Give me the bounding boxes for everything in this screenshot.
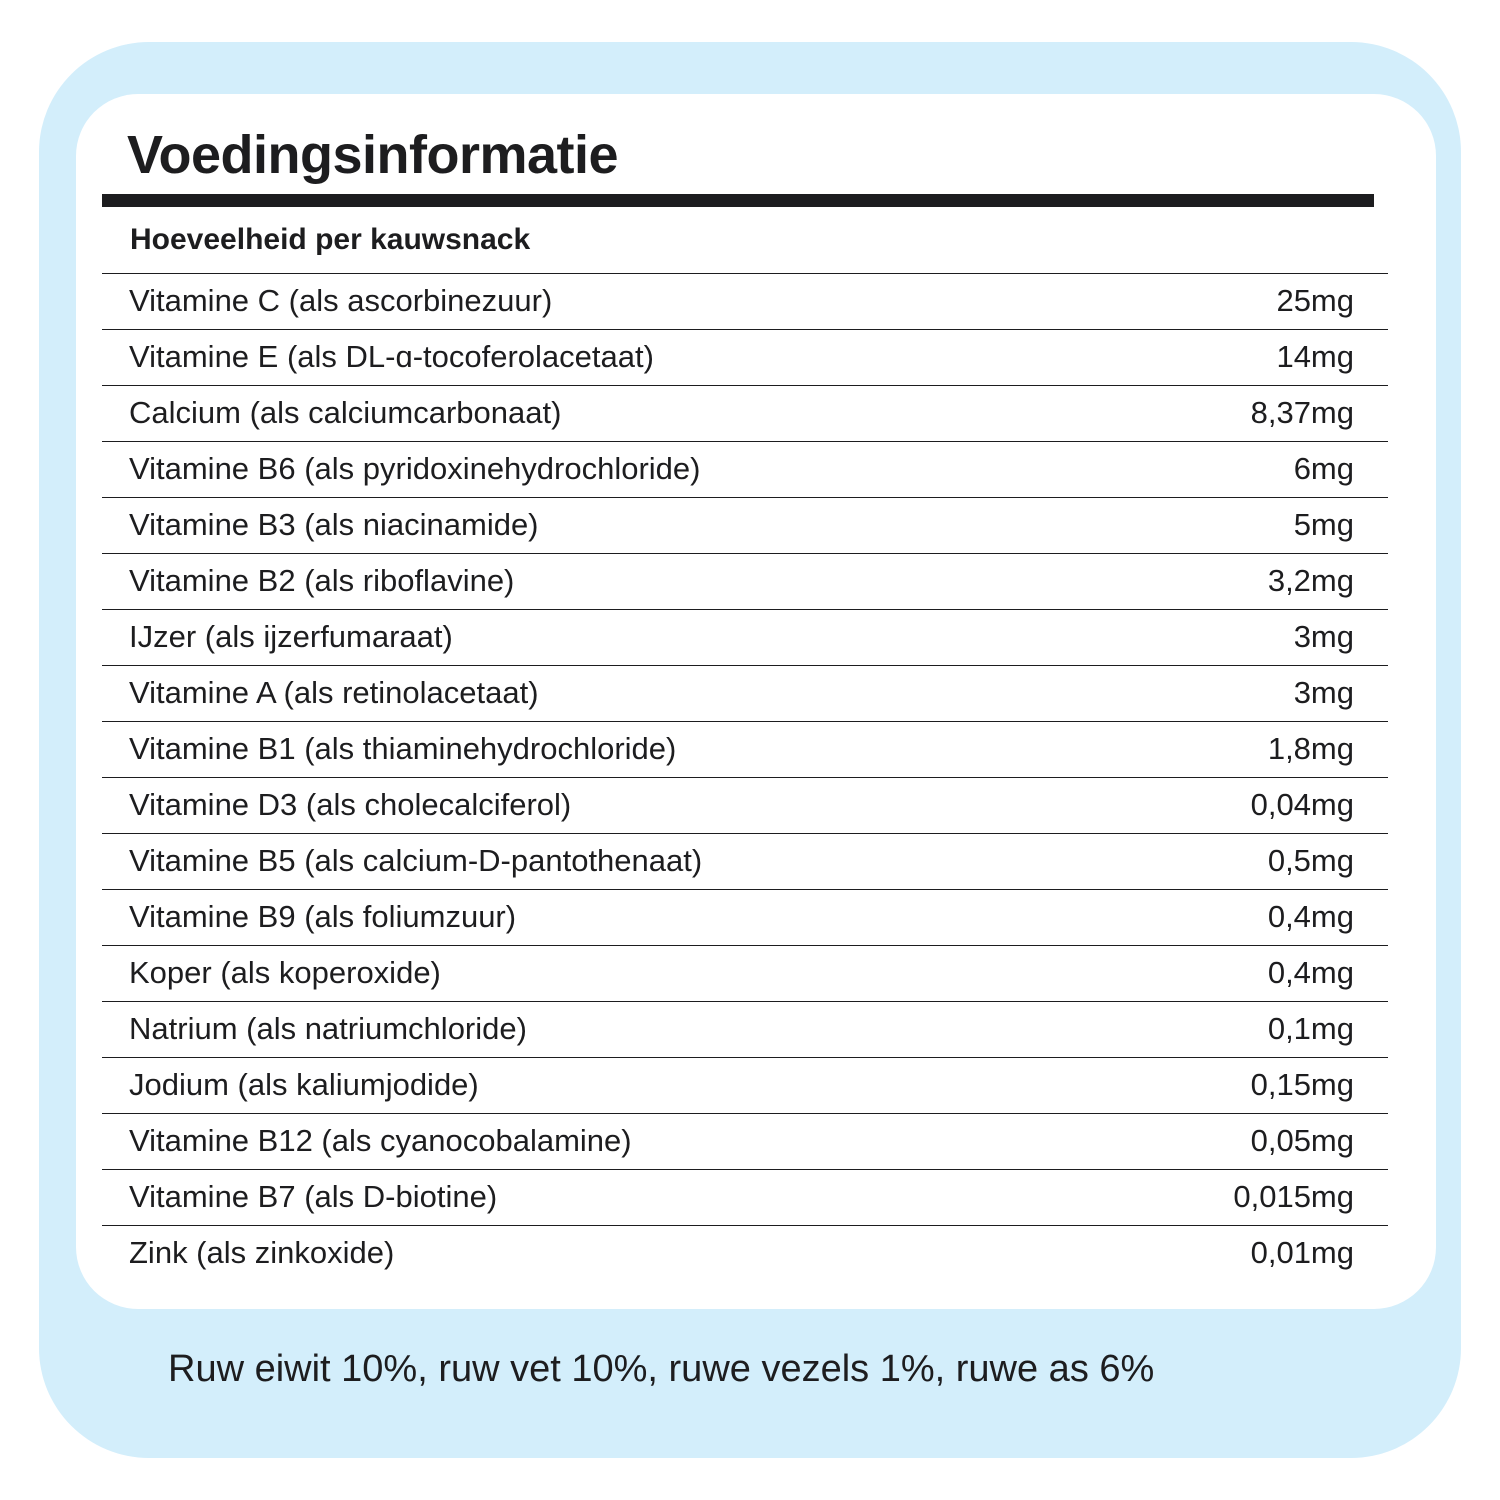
nutrient-amount: 0,5mg (1267, 843, 1354, 878)
nutrient-row (102, 1001, 1388, 1057)
nutrient-amount: 0,05mg (1250, 1123, 1354, 1158)
nutrient-row (102, 889, 1388, 945)
nutrient-row (102, 329, 1388, 385)
nutrient-amount: 3,2mg (1267, 563, 1354, 598)
nutrient-name: Vitamine B7 (als D-biotine) (129, 1179, 498, 1214)
nutrient-name: Vitamine B6 (als pyridoxinehydrochloride) (129, 451, 701, 486)
nutrient-amount: 3mg (1293, 619, 1354, 654)
nutrient-name: Vitamine C (als ascorbinezuur) (129, 283, 553, 318)
nutrient-amount: 0,015mg (1233, 1179, 1354, 1214)
nutrient-amount: 0,15mg (1250, 1067, 1354, 1102)
nutrient-row (102, 553, 1388, 609)
nutrient-amount: 0,01mg (1250, 1235, 1354, 1270)
nutrient-row (102, 777, 1388, 833)
nutrient-name: Vitamine B2 (als riboflavine) (129, 563, 515, 598)
nutrient-amount: 0,4mg (1267, 955, 1354, 990)
nutrient-name: Vitamine B9 (als foliumzuur) (129, 899, 517, 934)
nutrient-amount: 8,37mg (1250, 395, 1354, 430)
nutrient-amount: 14mg (1276, 339, 1354, 374)
nutrient-name: Vitamine A (als retinolacetaat) (129, 675, 539, 710)
nutrient-name: Koper (als koperoxide) (129, 955, 441, 990)
nutrient-row (102, 441, 1388, 497)
nutrient-name: Vitamine E (als DL-ɑ-tocoferolacetaat) (129, 339, 654, 374)
nutrient-name: IJzer (als ijzerfumaraat) (129, 619, 453, 654)
nutrient-row (102, 1169, 1388, 1225)
nutrient-name: Vitamine D3 (als cholecalciferol) (129, 787, 572, 822)
nutrient-name: Vitamine B1 (als thiaminehydrochloride) (129, 731, 677, 766)
nutrient-amount: 3mg (1293, 675, 1354, 710)
nutrient-row (102, 1113, 1388, 1169)
nutrient-table (102, 273, 1388, 1281)
nutrient-amount: 6mg (1293, 451, 1354, 486)
nutrient-amount: 5mg (1293, 507, 1354, 542)
title-divider (102, 194, 1374, 207)
nutrient-row (102, 945, 1388, 1001)
nutrient-name: Zink (als zinkoxide) (129, 1235, 395, 1270)
analytical-constituents-note: Ruw eiwit 10%, ruw vet 10%, ruwe vezels 1%, ruwe as 6% (168, 1348, 1155, 1390)
nutrient-amount: 1,8mg (1267, 731, 1354, 766)
serving-subheading: Hoeveelheid per kauwsnack (130, 223, 531, 256)
nutrient-amount: 0,4mg (1267, 899, 1354, 934)
nutrient-name: Calcium (als calciumcarbonaat) (129, 395, 562, 430)
nutrient-row (102, 497, 1388, 553)
nutrient-name: Vitamine B12 (als cyanocobalamine) (129, 1123, 632, 1158)
nutrient-row (102, 1057, 1388, 1113)
nutrient-row (102, 833, 1388, 889)
nutrient-row (102, 609, 1388, 665)
nutrient-row (102, 1225, 1388, 1281)
nutrient-row (102, 385, 1388, 441)
nutrient-name: Jodium (als kaliumjodide) (129, 1067, 479, 1102)
nutrient-row (102, 273, 1388, 329)
nutrient-amount: 0,04mg (1250, 787, 1354, 822)
nutrient-name: Natrium (als natriumchloride) (129, 1011, 527, 1046)
nutrient-row (102, 665, 1388, 721)
nutrient-name: Vitamine B5 (als calcium-D-pantothenaat) (129, 843, 703, 878)
nutrient-amount: 0,1mg (1267, 1011, 1354, 1046)
nutrient-name: Vitamine B3 (als niacinamide) (129, 507, 539, 542)
nutrient-row (102, 721, 1388, 777)
nutrition-title: Voedingsinformatie (127, 125, 619, 185)
nutrient-amount: 25mg (1276, 283, 1354, 318)
